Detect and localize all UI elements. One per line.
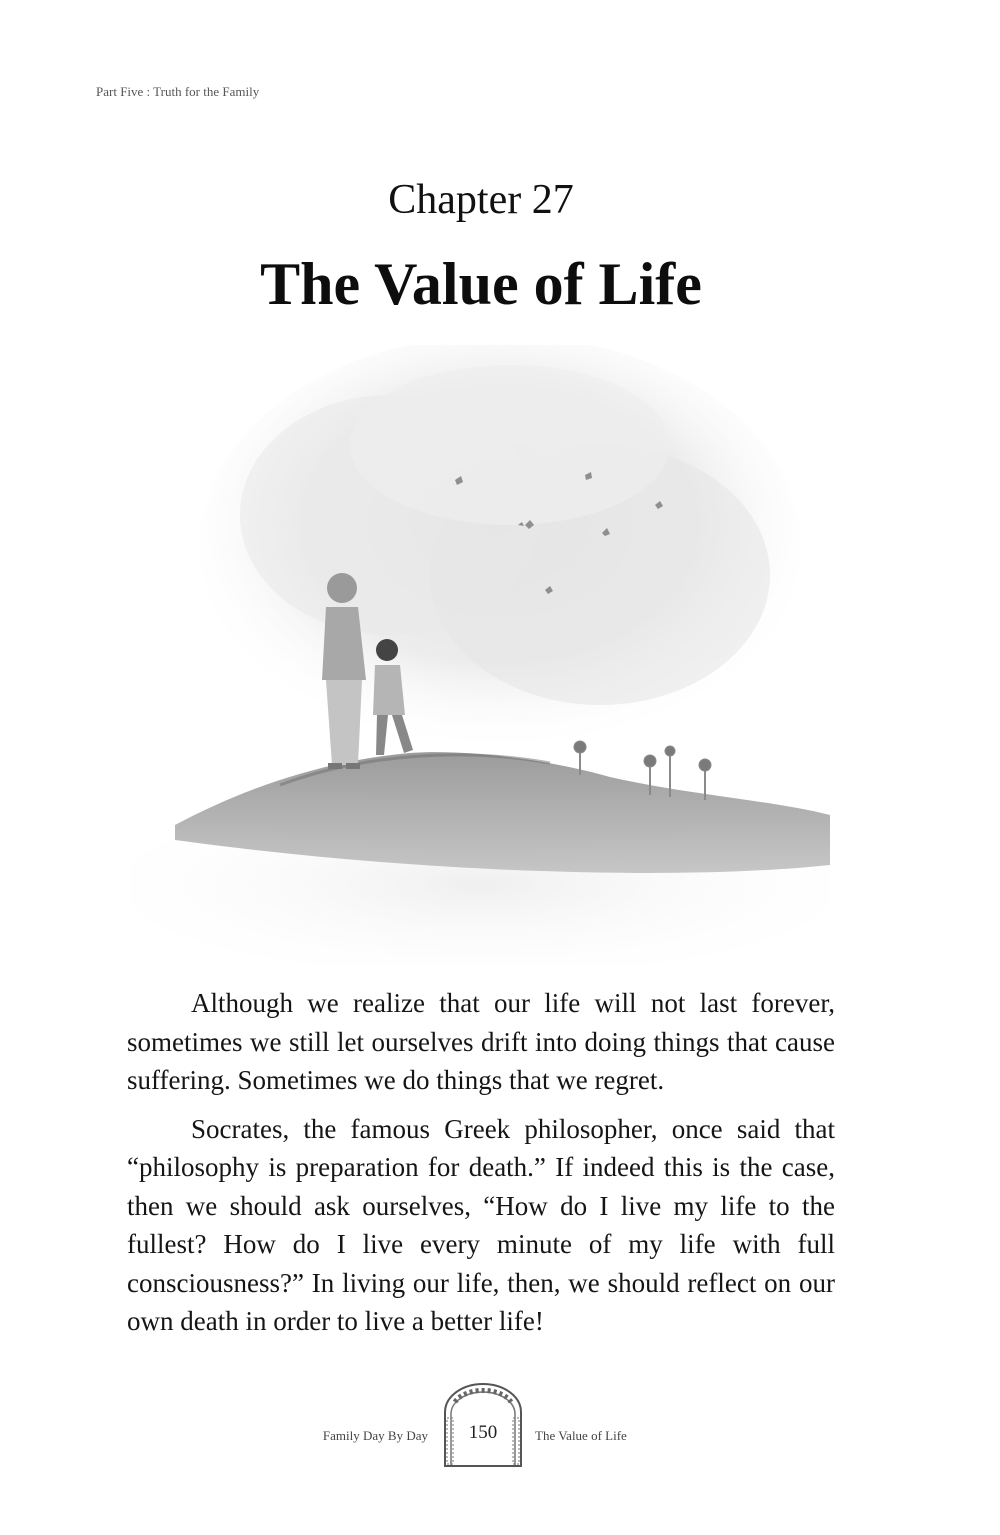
running-head: Part Five : Truth for the Family <box>96 84 260 99</box>
body-text <box>127 984 835 1351</box>
page-number: 150 <box>460 1422 506 1444</box>
body-paragraph-1: Although we realize that our life will not last forever, sometimes we still let ourselves drift into doing things that cause suffering. Sometimes we do things that we regret. <box>127 988 835 1095</box>
footer-chapter-title: The Value of Life <box>535 1428 627 1443</box>
chapter-label: Chapter 27 <box>388 177 574 223</box>
chapter-title: The Value of Life <box>260 251 702 317</box>
illustration-alt: Parent and child standing on a hill gazing at a tree <box>130 345 150 346</box>
footer-book-title: Family Day By Day <box>322 1428 428 1443</box>
body-paragraph-2: Socrates, the famous Greek philosopher, once said that “philosophy is preparation for death.” If indeed this is the case, then we should ask ourselves, “How do I live my life to the fullest? How do I live every minute of my life with full consciousness?” In living our life, then, we should reflect on our own death in order to live a better life! <box>127 1113 835 1336</box>
footer <box>0 1382 1000 1472</box>
chapter-illustration <box>130 345 830 965</box>
